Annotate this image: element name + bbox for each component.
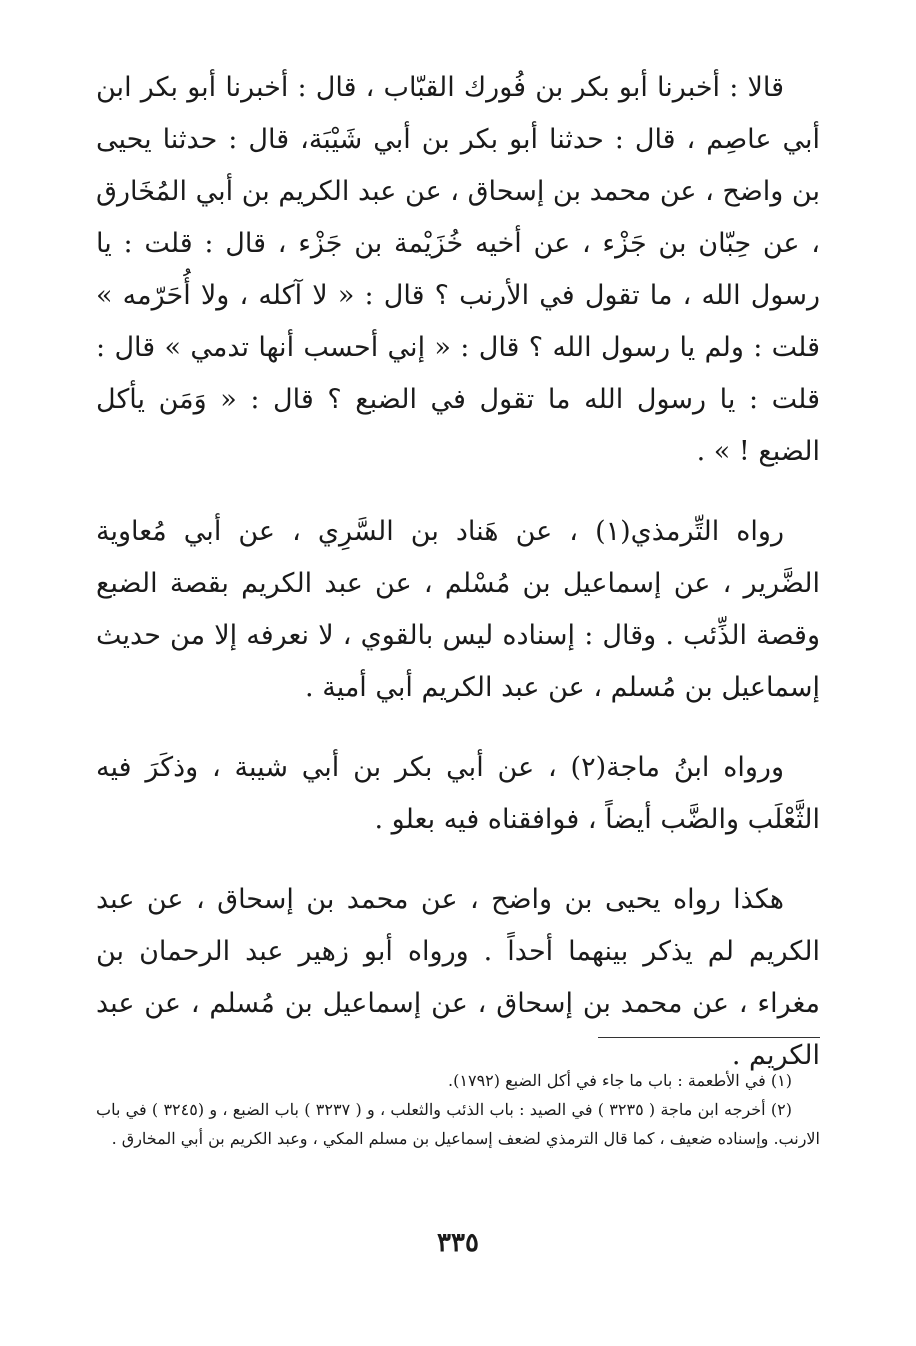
footnote-2: (٢) أخرجه ابن ماجة ( ٣٢٣٥ ) في الصيد : باب الذئب والثعلب ، و ( ٣٢٣٧ ) باب الضبع ، و (٣٢٤٥ ) في باب الارنب. وإسناده ضعيف ، كما قال الترمذي لضعف إسماعيل بن مسلم المكي ، وعبد الكريم بن أبي المخارق . xyxy=(96,1100,820,1148)
paragraph-tirmidhi: رواه التِّرمذي(١) ، عن هَناد بن السَّرِي ، عن أبي مُعاوية الضَّرير ، عن إسماعيل بن مُسْلم ، عن عبد الكريم بقصة الضبع وقصة الذِّئب . وقال : إسناده ليس بالقوي ، لا نعرفه إلا من حديث إسماعيل بن مُسلم ، عن عبد الكريم أبي أمية . xyxy=(96,516,820,703)
paragraph-isnad: قالا : أخبرنا أبو بكر بن فُورك القبّاب ، قال : أخبرنا أبو بكر ابن أبي عاصِم ، قال : حدثنا أبو بكر بن أبي شَيْبَة، قال : حدثنا يحيى بن واضح ، عن محمد بن إسحاق ، عن عبد الكريم بن أبي المُخَارق ، عن حِبّان بن جَزْء ، عن أخيه خُزَيْمة بن جَزْء ، قال : قلت : يا رسول الله ، ما تقول في الأرنب ؟ قال : « لا آكله ، ولا أُحَرّمه » قلت : ولم يا رسول الله ؟ قال : « إني أحسب أنها تدمي » قال : قلت : يا رسول الله ما تقول في الضبع ؟ قال : « وَمَن يأكل الضبع ! » . xyxy=(96,72,820,467)
paragraph-yahya: هكذا رواه يحيى بن واضح ، عن محمد بن إسحاق ، عن عبد الكريم لم يذكر بينهما أحداً . ورواه أبو زهير عبد الرحمان بن مغراء ، عن محمد بن إسحاق ، عن إسماعيل بن مُسلم ، عن عبد الكريم . xyxy=(96,884,820,1071)
footnote-separator xyxy=(598,1037,820,1038)
footnotes xyxy=(96,1066,820,1153)
main-text xyxy=(96,62,820,1082)
footnote-1: (١) في الأطعمة : باب ما جاء في أكل الضبع (١٧٩٢). xyxy=(448,1071,792,1090)
paragraph-ibn-majah: ورواه ابنُ ماجة(٢) ، عن أبي بكر بن أبي شيبة ، وذكَرَ فيه الثَّعْلَب والضَّب أيضاً ، فوافقناه فيه بعلو . xyxy=(96,752,820,835)
page-number: ٣٣٥ xyxy=(437,1228,479,1258)
